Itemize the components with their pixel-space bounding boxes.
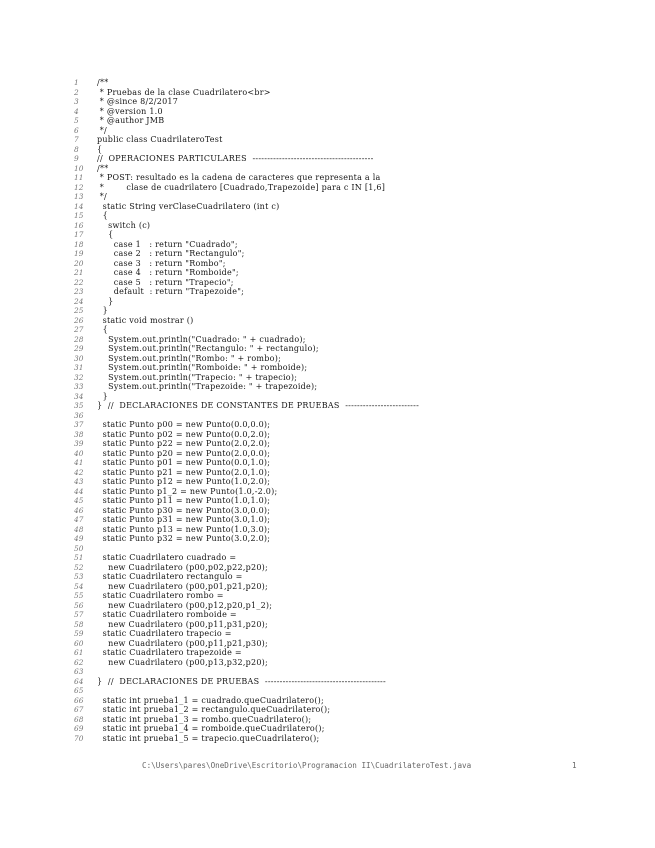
code-line [74, 373, 634, 383]
code-line [74, 487, 634, 497]
line-number: 64 [74, 676, 84, 686]
line-number: 17 [74, 230, 84, 239]
line-number: 68 [74, 714, 84, 724]
page-footer [0, 761, 655, 773]
line-number: 10 [74, 163, 84, 173]
line-number: 18 [74, 239, 84, 249]
line-number: 3 [74, 97, 79, 106]
line-text: static Punto p20 = new Punto(2.0,0.0); [97, 448, 271, 458]
line-text: */ [97, 192, 107, 201]
line-number: 56 [74, 600, 84, 610]
line-number: 30 [74, 353, 84, 363]
line-text: */ [97, 125, 107, 135]
code-line [74, 306, 634, 316]
line-text: static Cuadrilatero cuadrado = [97, 553, 237, 562]
line-text: System.out.println("Trapezoide: " + trapezoide); [97, 382, 318, 391]
line-number: 46 [74, 505, 84, 515]
line-number: 19 [74, 249, 84, 258]
code-line [74, 705, 634, 715]
line-number: 22 [74, 277, 84, 287]
line-number: 38 [74, 429, 84, 439]
page-number: 1 [572, 761, 577, 770]
line-number: 60 [74, 638, 84, 648]
file-path: C:\Users\pares\OneDrive\Escritorio\Programacion II\CuadrilateroTest.java [142, 761, 472, 770]
code-listing [74, 78, 634, 743]
line-number: 6 [74, 125, 79, 135]
line-number: 33 [74, 382, 84, 391]
line-number: 28 [74, 334, 84, 344]
line-number: 23 [74, 287, 84, 296]
line-text: { [97, 325, 108, 334]
line-number: 11 [74, 173, 84, 182]
code-line [74, 88, 634, 98]
line-number: 48 [74, 524, 84, 534]
line-number: 7 [74, 135, 79, 144]
line-text: static int prueba1_5 = trapecio.queCuadrilatero(); [97, 733, 320, 743]
line-text: } [97, 306, 108, 315]
line-text: System.out.println("Rectangulo: " + rectangulo); [97, 344, 319, 353]
code-line [74, 354, 634, 364]
line-number: 57 [74, 610, 84, 619]
line-number: 37 [74, 420, 84, 429]
code-line [74, 278, 634, 288]
code-line [74, 734, 634, 744]
line-number: 21 [74, 268, 84, 277]
line-text: * @author JMB [97, 116, 165, 125]
code-line [74, 696, 634, 706]
code-line [74, 325, 634, 335]
code-line [74, 601, 634, 611]
line-text: static Cuadrilatero rombo = [97, 591, 224, 600]
line-number: 65 [74, 686, 84, 695]
line-text: * clase de cuadrilatero [Cuadrado,Trapezoide] para c IN [1,6] [97, 182, 386, 192]
code-line [74, 572, 634, 582]
line-text: static int prueba1_4 = romboide.queCuadrilatero(); [97, 724, 325, 733]
line-text: { [97, 211, 108, 220]
code-line [74, 173, 634, 183]
code-line [74, 78, 634, 88]
line-text: default : return "Trapezoide"; [97, 287, 245, 296]
code-line [74, 392, 634, 402]
line-number: 53 [74, 572, 84, 581]
line-number: 61 [74, 648, 84, 657]
line-number: 55 [74, 591, 84, 600]
code-line [74, 116, 634, 126]
code-line [74, 107, 634, 117]
line-number: 67 [74, 705, 84, 714]
line-number: 41 [74, 458, 84, 467]
code-line [74, 563, 634, 573]
line-text: case 5 : return "Trapecio"; [97, 277, 234, 287]
line-text: static int prueba1_1 = cuadrado.queCuadrilatero(); [97, 695, 324, 705]
line-text: static Punto p13 = new Punto(1.0,3.0); [97, 524, 271, 534]
code-line [74, 287, 634, 297]
line-text: * POST: resultado es la cadena de caracteres que representa a la [97, 173, 381, 182]
code-line [74, 363, 634, 373]
code-line [74, 154, 634, 164]
code-line [74, 135, 634, 145]
line-number: 62 [74, 657, 84, 667]
line-text: * Pruebas de la clase Cuadrilatero<br> [97, 87, 271, 97]
code-line [74, 667, 634, 677]
line-number: 45 [74, 496, 84, 505]
line-text: static Punto p02 = new Punto(0.0,2.0); [97, 429, 271, 439]
line-text: static Punto p11 = new Punto(1.0,1.0); [97, 496, 271, 505]
code-line [74, 686, 634, 696]
line-number: 32 [74, 372, 84, 382]
line-number: 50 [74, 543, 84, 553]
line-number: 42 [74, 467, 84, 477]
line-text: static Cuadrilatero romboide = [97, 610, 237, 619]
line-text: // OPERACIONES PARTICULARES ----------------------------------------- [97, 154, 374, 163]
line-text: case 2 : return "Rectangulo"; [97, 249, 245, 258]
line-number: 66 [74, 695, 84, 705]
line-text: new Cuadrilatero (p00,p11,p31,p20); [97, 619, 268, 629]
line-text: public class CuadrilateroTest [97, 135, 223, 144]
line-number: 12 [74, 182, 84, 192]
line-text: static int prueba1_3 = rombo.queCuadrilatero(); [97, 714, 312, 724]
code-line [74, 525, 634, 535]
line-text: /** [97, 163, 109, 173]
code-line [74, 259, 634, 269]
code-line [74, 496, 634, 506]
line-number: 54 [74, 581, 84, 591]
code-line [74, 202, 634, 212]
line-text: case 3 : return "Rombo"; [97, 258, 226, 268]
line-number: 31 [74, 363, 84, 372]
line-number: 25 [74, 306, 84, 315]
line-text: System.out.println("Rombo: " + rombo); [97, 353, 282, 363]
code-line [74, 192, 634, 202]
line-text: static int prueba1_2 = rectangulo.queCuadrilatero(); [97, 705, 331, 714]
line-number: 51 [74, 553, 84, 562]
line-number: 59 [74, 629, 84, 638]
line-text: System.out.println("Trapecio: " + trapecio); [97, 372, 298, 382]
line-number: 26 [74, 315, 84, 325]
code-line [74, 468, 634, 478]
code-line [74, 126, 634, 136]
line-number: 29 [74, 344, 84, 353]
line-number: 44 [74, 486, 84, 496]
code-line [74, 629, 634, 639]
line-text: case 4 : return "Romboide"; [97, 268, 239, 277]
line-number: 34 [74, 391, 84, 401]
line-text: { [97, 230, 114, 239]
line-number: 5 [74, 116, 79, 125]
code-line [74, 401, 634, 411]
code-line [74, 316, 634, 326]
line-text: new Cuadrilatero (p00,p01,p21,p20); [97, 581, 268, 591]
line-text: static String verClaseCuadrilatero (int c) [97, 201, 280, 211]
line-text: static Cuadrilatero rectangulo = [97, 572, 243, 581]
line-text: } // DECLARACIONES DE CONSTANTES DE PRUEBAS ------------------------- [97, 401, 420, 410]
line-number: 39 [74, 439, 84, 448]
code-line [74, 344, 634, 354]
line-text: new Cuadrilatero (p00,p11,p21,p30); [97, 638, 268, 648]
code-line [74, 477, 634, 487]
line-number: 14 [74, 201, 84, 211]
line-number: 24 [74, 296, 84, 306]
line-text: new Cuadrilatero (p00,p13,p32,p20); [97, 657, 268, 667]
code-line [74, 458, 634, 468]
code-line [74, 97, 634, 107]
code-line [74, 164, 634, 174]
line-number: 49 [74, 534, 84, 543]
code-line [74, 582, 634, 592]
code-line [74, 145, 634, 155]
line-number: 35 [74, 401, 84, 410]
line-number: 16 [74, 220, 84, 230]
line-text: switch (c) [97, 220, 151, 230]
line-text: static Punto p1_2 = new Punto(1.0,-2.0); [97, 486, 278, 496]
line-number: 2 [74, 87, 79, 97]
code-line [74, 648, 634, 658]
code-line [74, 515, 634, 525]
line-text: static void mostrar () [97, 315, 194, 325]
code-line [74, 297, 634, 307]
line-number: 58 [74, 619, 84, 629]
code-line [74, 420, 634, 430]
line-number: 63 [74, 667, 84, 676]
line-number: 27 [74, 325, 84, 334]
line-number: 52 [74, 562, 84, 572]
code-line [74, 534, 634, 544]
line-text: static Punto p30 = new Punto(3.0,0.0); [97, 505, 271, 515]
line-text: static Punto p31 = new Punto(3.0,1.0); [97, 515, 271, 524]
line-number: 4 [74, 106, 79, 116]
line-text: static Punto p22 = new Punto(2.0,2.0); [97, 439, 271, 448]
line-text: /** [97, 78, 109, 87]
code-line [74, 183, 634, 193]
line-text: } [97, 391, 108, 401]
line-text: static Punto p00 = new Punto(0.0,0.0); [97, 420, 271, 429]
code-line [74, 591, 634, 601]
line-text: new Cuadrilatero (p00,p12,p20,p1_2); [97, 600, 273, 610]
code-line [74, 335, 634, 345]
code-line [74, 268, 634, 278]
line-text: { [97, 144, 103, 154]
code-line [74, 506, 634, 516]
line-number: 13 [74, 192, 84, 201]
code-line [74, 230, 634, 240]
line-text: new Cuadrilatero (p00,p02,p22,p20); [97, 562, 268, 572]
code-line [74, 639, 634, 649]
code-line [74, 620, 634, 630]
code-line [74, 249, 634, 259]
line-text: System.out.println("Romboide: " + romboide); [97, 363, 308, 372]
code-line [74, 715, 634, 725]
line-number: 15 [74, 211, 84, 220]
code-line [74, 439, 634, 449]
code-line [74, 382, 634, 392]
line-text: * @since 8/2/2017 [97, 97, 179, 106]
line-text: * @version 1.0 [97, 106, 163, 116]
code-line [74, 658, 634, 668]
line-number: 9 [74, 154, 79, 163]
line-text: static Punto p12 = new Punto(1.0,2.0); [97, 477, 271, 486]
line-number: 1 [74, 78, 79, 87]
code-line [74, 610, 634, 620]
code-line [74, 221, 634, 231]
line-text: System.out.println("Cuadrado: " + cuadrado); [97, 334, 306, 344]
line-number: 43 [74, 477, 84, 486]
line-number: 40 [74, 448, 84, 458]
line-text: static Punto p01 = new Punto(0.0,1.0); [97, 458, 271, 467]
line-number: 8 [74, 144, 79, 154]
code-line [74, 544, 634, 554]
code-line [74, 449, 634, 459]
line-text: static Cuadrilatero trapezoide = [97, 648, 242, 657]
line-text: static Cuadrilatero trapecio = [97, 629, 232, 638]
line-number: 70 [74, 733, 84, 743]
line-text: } [97, 296, 114, 306]
code-line [74, 677, 634, 687]
line-text: } // DECLARACIONES DE PRUEBAS ----------------------------------------- [97, 676, 386, 686]
code-line [74, 430, 634, 440]
code-line [74, 211, 634, 221]
code-line [74, 240, 634, 250]
line-text: case 1 : return "Cuadrado"; [97, 239, 238, 249]
line-number: 36 [74, 410, 84, 420]
line-number: 20 [74, 258, 84, 268]
line-number: 69 [74, 724, 84, 733]
line-text: static Punto p32 = new Punto(3.0,2.0); [97, 534, 271, 543]
line-number: 47 [74, 515, 84, 524]
code-line [74, 553, 634, 563]
line-text: static Punto p21 = new Punto(2.0,1.0); [97, 467, 271, 477]
code-line [74, 724, 634, 734]
code-line [74, 411, 634, 421]
